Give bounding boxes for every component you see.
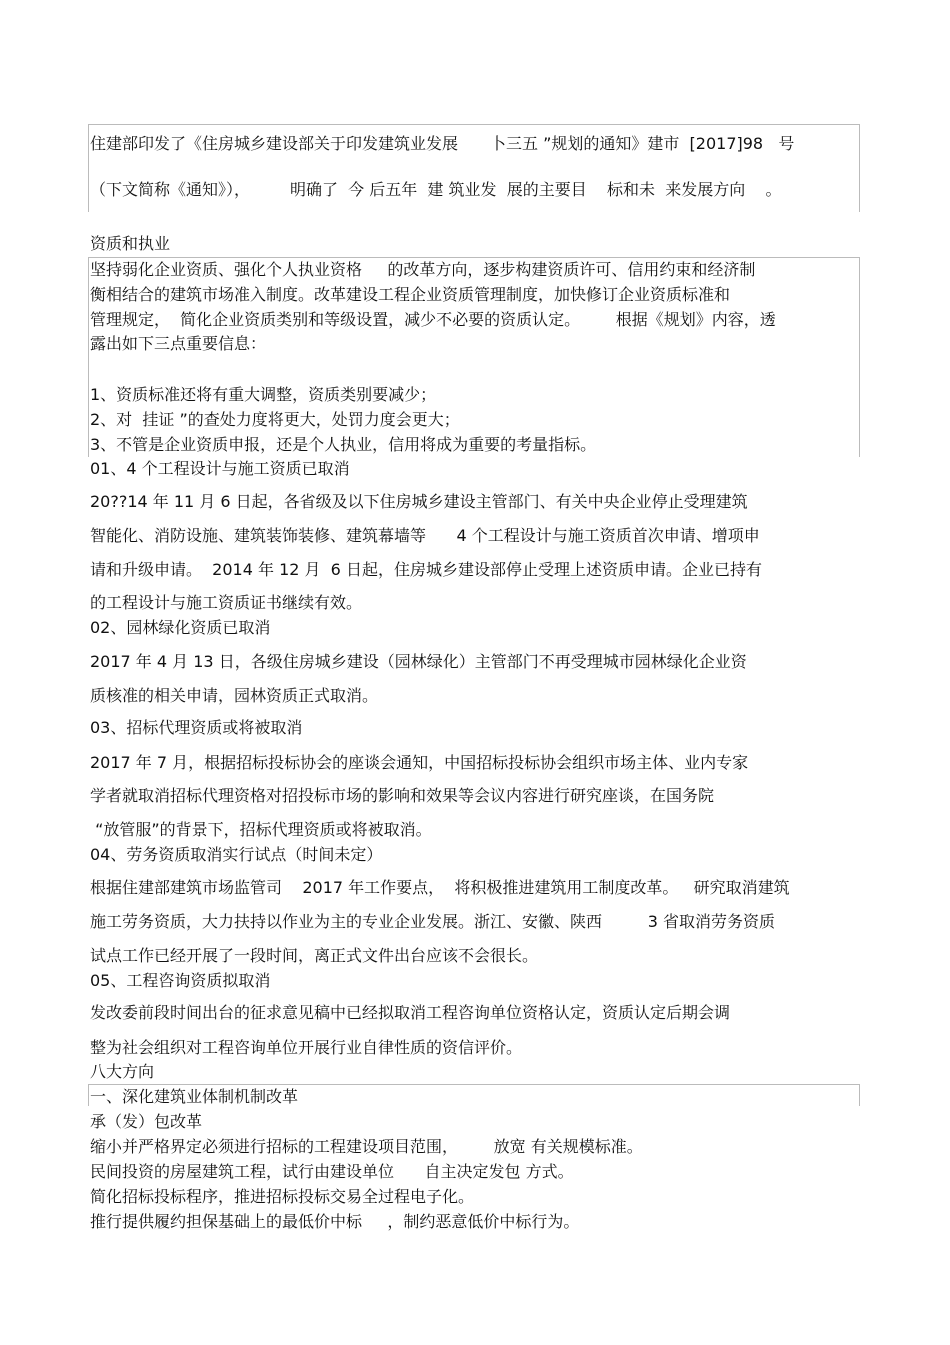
qual-box-top (88, 257, 860, 258)
item-title-04: 04、劳务资质取消实行试点（时间未定） (90, 845, 383, 864)
item-01-line-2: 智能化、消防设施、建筑装饰装修、建筑幕墙等 4 个工程设计与施工资质首次申请、增项申 (90, 526, 760, 545)
intro-box-right (859, 124, 860, 212)
direction-line-1: 缩小并严格界定必须进行招标的工程建设项目范围， 放宽 有关规模标准。 (90, 1137, 643, 1156)
qual-para-line-1: 坚持弱化企业资质、强化个人执业资格 的改革方向，逐步构建资质许可、信用约束和经济制 (90, 260, 756, 279)
qual-box-right (859, 257, 860, 457)
item-01-line-3: 请和升级申请。 2014 年 12 月 6 日起，住房城乡建设部停止受理上述资质申请。企业已持有 (90, 560, 762, 579)
item-03-line-2: 学者就取消招标代理资格对招投标市场的影响和效果等会议内容进行研究座谈，在国务院 (90, 786, 715, 805)
direction-subheading-2: 承（发）包改革 (90, 1112, 203, 1131)
direction-subheading-1: 一、深化建筑业体制机制改革 (90, 1087, 299, 1106)
intro-box-left (88, 124, 89, 212)
qual-para-line-3: 管理规定， 简化企业资质类别和等级设置，减少不必要的资质认定。 根据《规划》内容，透 (90, 310, 776, 329)
item-title-05: 05、工程咨询资质拟取消 (90, 971, 271, 990)
item-03-line-1: 2017 年 7 月，根据招标投标协会的座谈会通知，中国招标投标协会组织市场主体、业内专家 (90, 753, 749, 772)
qual-para-line-2: 衡相结合的建筑市场准入制度。改革建设工程企业资质管理制度，加快修订企业资质标准和 (90, 285, 731, 304)
item-title-03: 03、招标代理资质或将被取消 (90, 718, 303, 737)
item-05-line-1: 发改委前段时间出台的征求意见稿中已经拟取消工程咨询单位资格认定，资质认定后期会调 (90, 1003, 731, 1022)
intro-line-1: 住建部印发了《住房城乡建设部关于印发建筑业发展 卜三五 ”规划的通知》建市 [2017]98 号 (90, 134, 795, 153)
direction-box-left (88, 1084, 89, 1106)
item-02-line-1: 2017 年 4 月 13 日，各级住房城乡建设（园林绿化）主管部门不再受理城市园林绿化企业资 (90, 652, 747, 671)
item-title-01: 01、4 个工程设计与施工资质已取消 (90, 459, 350, 478)
qual-para-line-4: 露出如下三点重要信息： (90, 334, 267, 353)
qual-box-left (88, 257, 89, 457)
item-01-line-4: 的工程设计与施工资质证书继续有效。 (90, 593, 363, 612)
direction-line-4: 推行提供履约担保基础上的最低价中标 ，制约恶意低价中标行为。 (90, 1212, 580, 1231)
qual-point-3: 3、不管是企业资质申报，还是个人执业，信用将成为重要的考量指标。 (90, 435, 597, 454)
qual-point-2: 2、对 挂证 ”的查处力度将更大，处罚力度会更大； (90, 410, 460, 429)
item-01-line-1: 20??14 年 11 月 6 日起，各省级及以下住房城乡建设主管部门、有关中央企业停止受理建筑 (90, 492, 748, 511)
item-title-02: 02、园林绿化资质已取消 (90, 618, 271, 637)
item-04-line-2: 施工劳务资质，大力扶持以作业为主的专业企业发展。浙江、安徽、陕西 3 省取消劳务资质 (90, 912, 776, 931)
intro-line-2: （下文简称《通知》）， 明确了 今 后五年 建 筑业发 展的主要目 标和未 来发展方向 。 (90, 180, 782, 199)
item-04-line-1: 根据住建部建筑市场监管司 2017 年工作要点， 将积极推进建筑用工制度改革。 研究取消建筑 (90, 878, 790, 897)
item-02-line-2: 质核准的相关申请，园林资质正式取消。 (90, 686, 379, 705)
item-04-line-3: 试点工作已经开展了一段时间，离正式文件出台应该不会很长。 (90, 946, 539, 965)
item-03-line-3: “放管服”的背景下，招标代理资质或将被取消。 (90, 820, 432, 839)
intro-box-top (88, 124, 860, 125)
item-05-line-2: 整为社会组织对工程咨询单位开展行业自律性质的资信评价。 (90, 1038, 523, 1057)
direction-line-2: 民间投资的房屋建筑工程，试行由建设单位 自主决定发包 方式。 (90, 1162, 574, 1181)
direction-box-right (859, 1084, 860, 1106)
section-heading-qualification: 资质和执业 (90, 234, 171, 253)
qual-point-1: 1、资质标准还将有重大调整，资质类别要减少； (90, 385, 437, 404)
direction-line-3: 简化招标投标程序，推进招标投标交易全过程电子化。 (90, 1187, 475, 1206)
direction-box-top (88, 1084, 860, 1085)
section-heading-directions: 八大方向 (90, 1062, 155, 1081)
